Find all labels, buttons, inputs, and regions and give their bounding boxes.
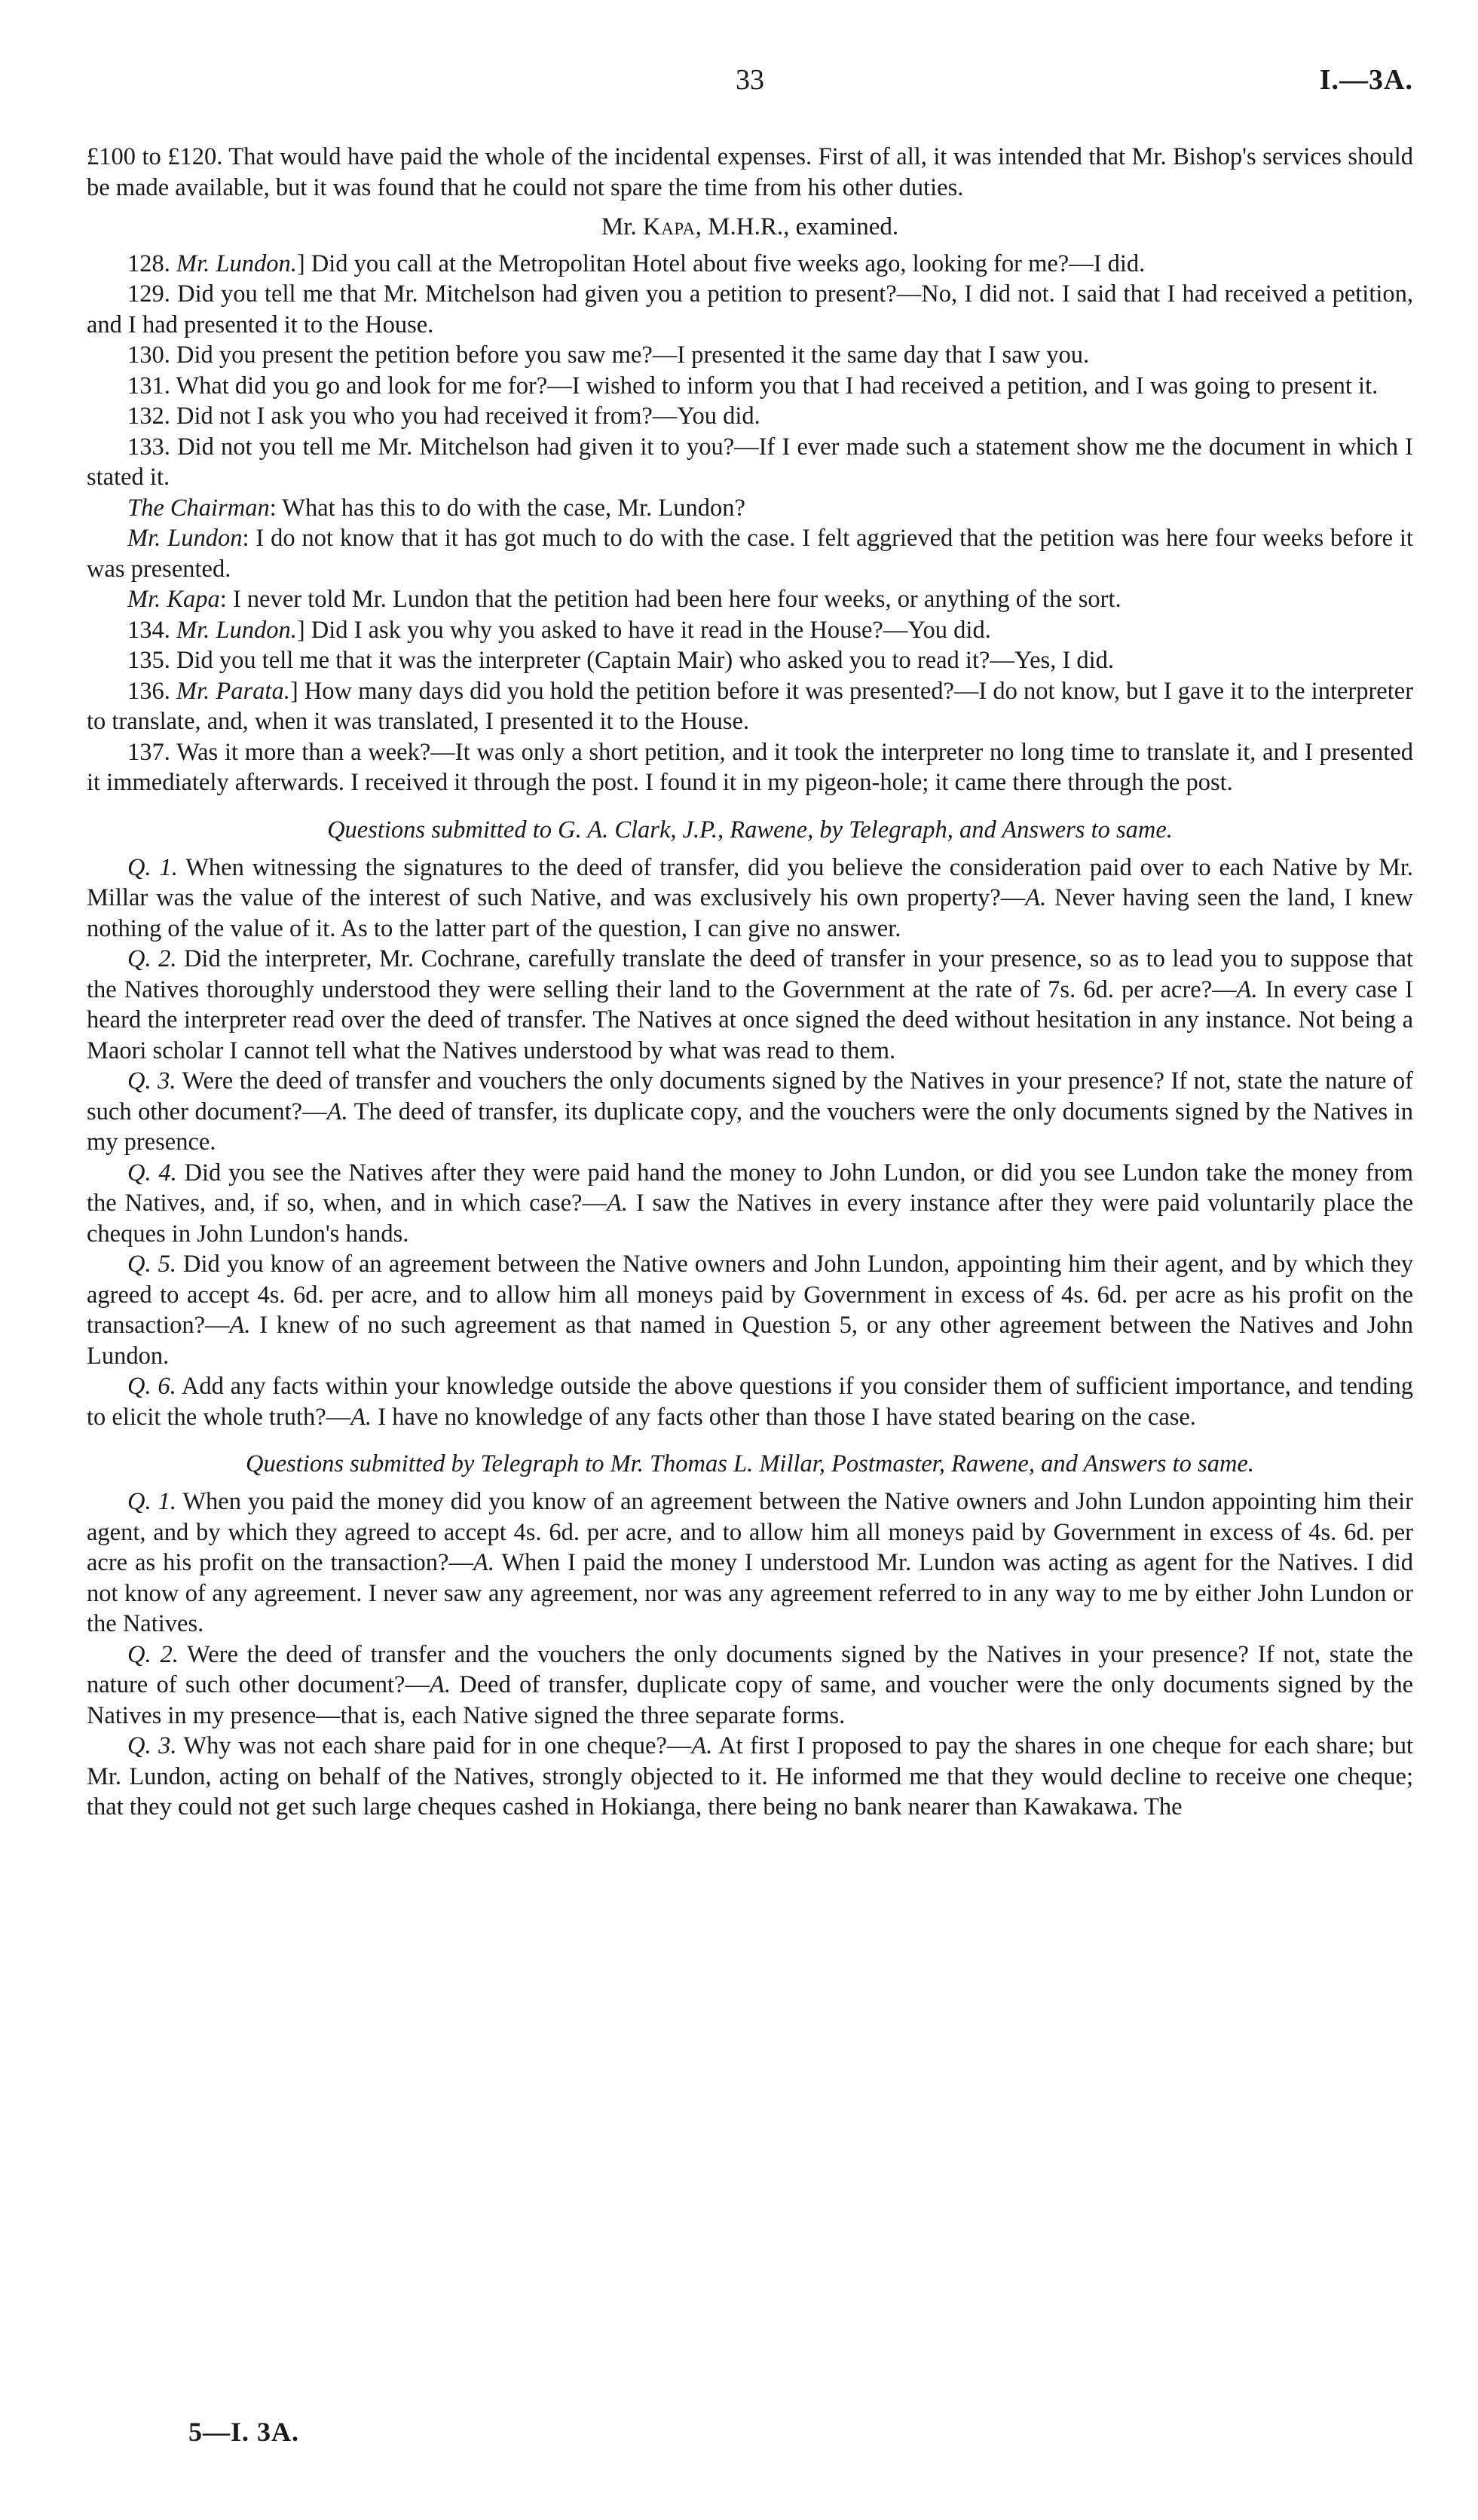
question-label: Q. 5.	[127, 1251, 177, 1278]
answer-label: A.	[1236, 975, 1258, 1003]
statement-text: Did you present the petition before you saw me?—I presented it the same day that I saw you.	[176, 341, 1090, 369]
examination-paragraph	[87, 615, 1413, 646]
heading-prefix: Mr.	[601, 213, 643, 240]
question-text: Were the deed of transfer and vouchers the only documents signed by the Natives in your presence? If not, state the nature of such other document?—	[87, 1067, 1413, 1125]
answer-text: I saw the Natives in every instance after they were paid voluntarily place the cheques in John Lundon's hands.	[87, 1190, 1413, 1248]
question-number: 130.	[127, 341, 176, 369]
question-answer-paragraph	[87, 853, 1413, 945]
speaker-name: The Chairman	[127, 494, 270, 522]
statement-text: ] How many days did you hold the petition before it was presented?—I do not know, but I gave it to the interpreter to translate, and, when it was translated, I presented it to the House.	[87, 677, 1414, 735]
examination-paragraph	[87, 401, 1413, 432]
statement-text: : I never told Mr. Lundon that the petition had been here four weeks, or anything of the sort.	[219, 586, 1122, 613]
statement-text: : What has this to do with the case, Mr. Lundon?	[269, 494, 745, 522]
question-text: Were the deed of transfer and the vouchers the only documents signed by the Natives in your presence? If not, state the nature of such other document?—	[87, 1640, 1413, 1698]
examination-paragraph	[87, 523, 1413, 584]
question-answer-paragraph	[87, 1158, 1413, 1250]
question-label: Q. 1.	[127, 1488, 176, 1515]
question-text: Add any facts within your knowledge outside the above questions if you consider them of sufficient importance, and tending to elicit the whole truth?—	[87, 1373, 1413, 1431]
answer-label: A.	[326, 1098, 348, 1125]
answer-label: A.	[429, 1671, 451, 1698]
question-label: Q. 3.	[127, 1067, 176, 1095]
question-text: Did the interpreter, Mr. Cochrane, carefully translate the deed of transfer in your presence, so as to lead you to suppose that the Natives thoroughly understood they were selling their land to the Government at the rate of 7s. 6d. per acre?—	[87, 945, 1413, 1003]
question-number: 131.	[127, 372, 176, 400]
examination-paragraph	[87, 371, 1413, 402]
answer-label: A.	[606, 1190, 628, 1217]
answer-text: Never having seen the land, I knew nothing of the value of it. As to the latter part of the question, I can give no answer.	[87, 884, 1413, 942]
page-header	[87, 63, 1413, 109]
kapa-examination-heading	[87, 212, 1413, 243]
statement-text: What did you go and look for me for?—I wished to inform you that I had received a petition, and I was going to present it.	[176, 372, 1379, 400]
answer-text: I knew of no such agreement as that named in Question 5, or any other agreement between the Natives and John Lundon.	[87, 1312, 1413, 1370]
question-number: 128.	[127, 250, 176, 277]
question-number: 135.	[127, 647, 176, 674]
question-text: When witnessing the signatures to the deed of transfer, did you believe the consideration paid over to each Native by Mr. Millar was the value of the interest of such Native, and was exclusively his own property?—	[87, 853, 1413, 911]
examination-paragraph	[87, 493, 1413, 524]
question-answer-paragraph	[87, 1371, 1413, 1432]
question-number: 137.	[127, 738, 177, 766]
question-answer-paragraph	[87, 1066, 1413, 1158]
question-text: Why was not each share paid for in one cheque?—	[176, 1732, 692, 1759]
statement-text: ] Did I ask you why you asked to have it read in the House?—You did.	[296, 616, 991, 644]
statement-text: Did not I ask you who you had received it from?—You did.	[176, 403, 760, 430]
signature-mark: 5—I. 3A.	[188, 2417, 300, 2447]
page-number: 33	[736, 64, 764, 96]
answer-text: I have no knowledge of any facts other than those I have stated bearing on the case.	[372, 1403, 1196, 1431]
body-text	[87, 142, 1413, 1823]
speaker-name: Mr. Lundon.	[176, 250, 297, 277]
question-text: Did you see the Natives after they were paid hand the money to John Lundon, or did you see Lundon take the money from the Natives, and, if so, when, and in which case?—	[87, 1159, 1413, 1217]
question-label: Q. 2.	[127, 1640, 179, 1668]
answer-label: A.	[1025, 884, 1047, 911]
millar-questions-heading: Questions submitted by Telegraph to Mr. Thomas L. Millar, Postmaster, Rawene, and Answers to same.	[246, 1450, 1254, 1477]
question-answer-paragraph	[87, 1487, 1413, 1640]
examination-paragraph	[87, 432, 1413, 493]
answer-text: At first I proposed to pay the shares in one cheque for each share; but Mr. Lundon, acting on behalf of the Natives, strongly objected to it. He informed me that they would decline to receive one cheque; that they could not get such large cheques cashed in Hokianga, there being no bank nearer than Kawakawa. The	[87, 1732, 1413, 1820]
question-number: 129.	[127, 280, 178, 308]
question-number: 136.	[127, 677, 177, 705]
speaker-name: Mr. Lundon	[127, 525, 243, 552]
answer-label: A.	[350, 1403, 372, 1431]
question-number: 133.	[127, 433, 178, 461]
answer-label: A.	[691, 1732, 713, 1759]
question-answer-paragraph	[87, 1640, 1413, 1732]
question-number: 134.	[127, 616, 176, 644]
question-label: Q. 1.	[127, 853, 178, 881]
millar-questions-list	[87, 1487, 1413, 1823]
speaker-name: Mr. Lundon.	[176, 616, 297, 644]
answer-label: A.	[229, 1312, 251, 1339]
clark-questions-heading: Questions submitted to G. A. Clark, J.P., Rawene, by Telegraph, and Answers to same.	[327, 816, 1173, 844]
question-label: Q. 4.	[127, 1159, 177, 1187]
question-answer-paragraph	[87, 1249, 1413, 1371]
question-text: Did you know of an agreement between the Native owners and John Lundon, appointing him their agent, and by which they agreed to accept 4s. 6d. per acre, and to allow him all moneys paid by Government in excess of 4s. 6d. per acre as his profit on the transaction?—	[87, 1251, 1413, 1339]
statement-text: Did you tell me that Mr. Mitchelson had given you a petition to present?—No, I did not. I said that I had received a petition, and I had presented it to the House.	[87, 280, 1414, 338]
question-number: 132.	[127, 403, 176, 430]
document-reference: I.—3A.	[1319, 64, 1413, 96]
examination-paragraph	[87, 645, 1413, 676]
answer-text: The deed of transfer, its duplicate copy, and the vouchers were the only documents signed by the Natives in my presence.	[87, 1098, 1413, 1156]
statement-text: Did not you tell me Mr. Mitchelson had given it to you?—If I ever made such a statement show me the document in which I stated it.	[87, 433, 1414, 491]
answer-text: In every case I heard the interpreter read over the deed of transfer. The Natives at once signed the deed without hesitation in any instance. Not being a Maori scholar I cannot tell what the Natives understood by what was read to them.	[87, 975, 1413, 1064]
statement-text: : I do not know that it has got much to do with the case. I felt aggrieved that the petition was here four weeks before it was presented.	[87, 525, 1413, 583]
heading-suffix: , M.H.R., examined.	[695, 213, 899, 240]
statement-text: Was it more than a week?—It was only a short petition, and it took the interpreter no long time to translate it, and I presented it immediately afterwards. I received it through the post. I found it in my pigeon-hole; it came there through the post.	[87, 738, 1413, 796]
examination-paragraph	[87, 340, 1413, 371]
question-answer-paragraph	[87, 944, 1413, 1066]
examination-paragraph	[87, 737, 1413, 798]
answer-text: When I paid the money I understood Mr. Lundon was acting as agent for the Natives. I did not know of any agreement. I never saw any agreement, nor was any agreement referred to in any way to me by either John Lundon or the Natives.	[87, 1549, 1413, 1637]
examination-paragraph	[87, 249, 1413, 280]
question-label: Q. 3.	[127, 1732, 177, 1759]
clark-questions-list	[87, 853, 1413, 1433]
question-answer-paragraph	[87, 1731, 1413, 1823]
answer-label: A.	[473, 1549, 494, 1576]
question-label: Q. 6.	[127, 1373, 176, 1400]
speaker-name: Mr. Parata.	[176, 677, 290, 705]
statement-text: Did you tell me that it was the interpreter (Captain Mair) who asked you to read it?—Yes, I did.	[176, 647, 1115, 674]
statement-text: ] Did you call at the Metropolitan Hotel about five weeks ago, looking for me?—I did.	[296, 250, 1146, 277]
examination-paragraph	[87, 676, 1413, 737]
examination-list	[87, 249, 1413, 798]
intro-paragraph: £100 to £120. That would have paid the whole of the incidental expenses. First of all, it was intended that Mr. Bishop's services should be made available, but it was found that he could not spare the time from his other duties.	[87, 143, 1413, 201]
speaker-name: Mr. Kapa	[127, 586, 220, 613]
heading-name: Kapa	[642, 213, 696, 240]
examination-paragraph	[87, 584, 1413, 615]
question-label: Q. 2.	[127, 945, 177, 972]
question-text: When you paid the money did you know of an agreement between the Native owners and John Lundon appointing him their agent, and by which they agreed to accept 4s. 6d. per acre, and to allow him all moneys paid by Government in excess of 4s. 6d. per acre as his profit on the transaction?—	[87, 1488, 1413, 1576]
answer-text: Deed of transfer, duplicate copy of same, and voucher were the only documents signed by the Natives in my presence—that is, each Native signed the three separate forms.	[87, 1671, 1413, 1729]
examination-paragraph	[87, 279, 1413, 340]
